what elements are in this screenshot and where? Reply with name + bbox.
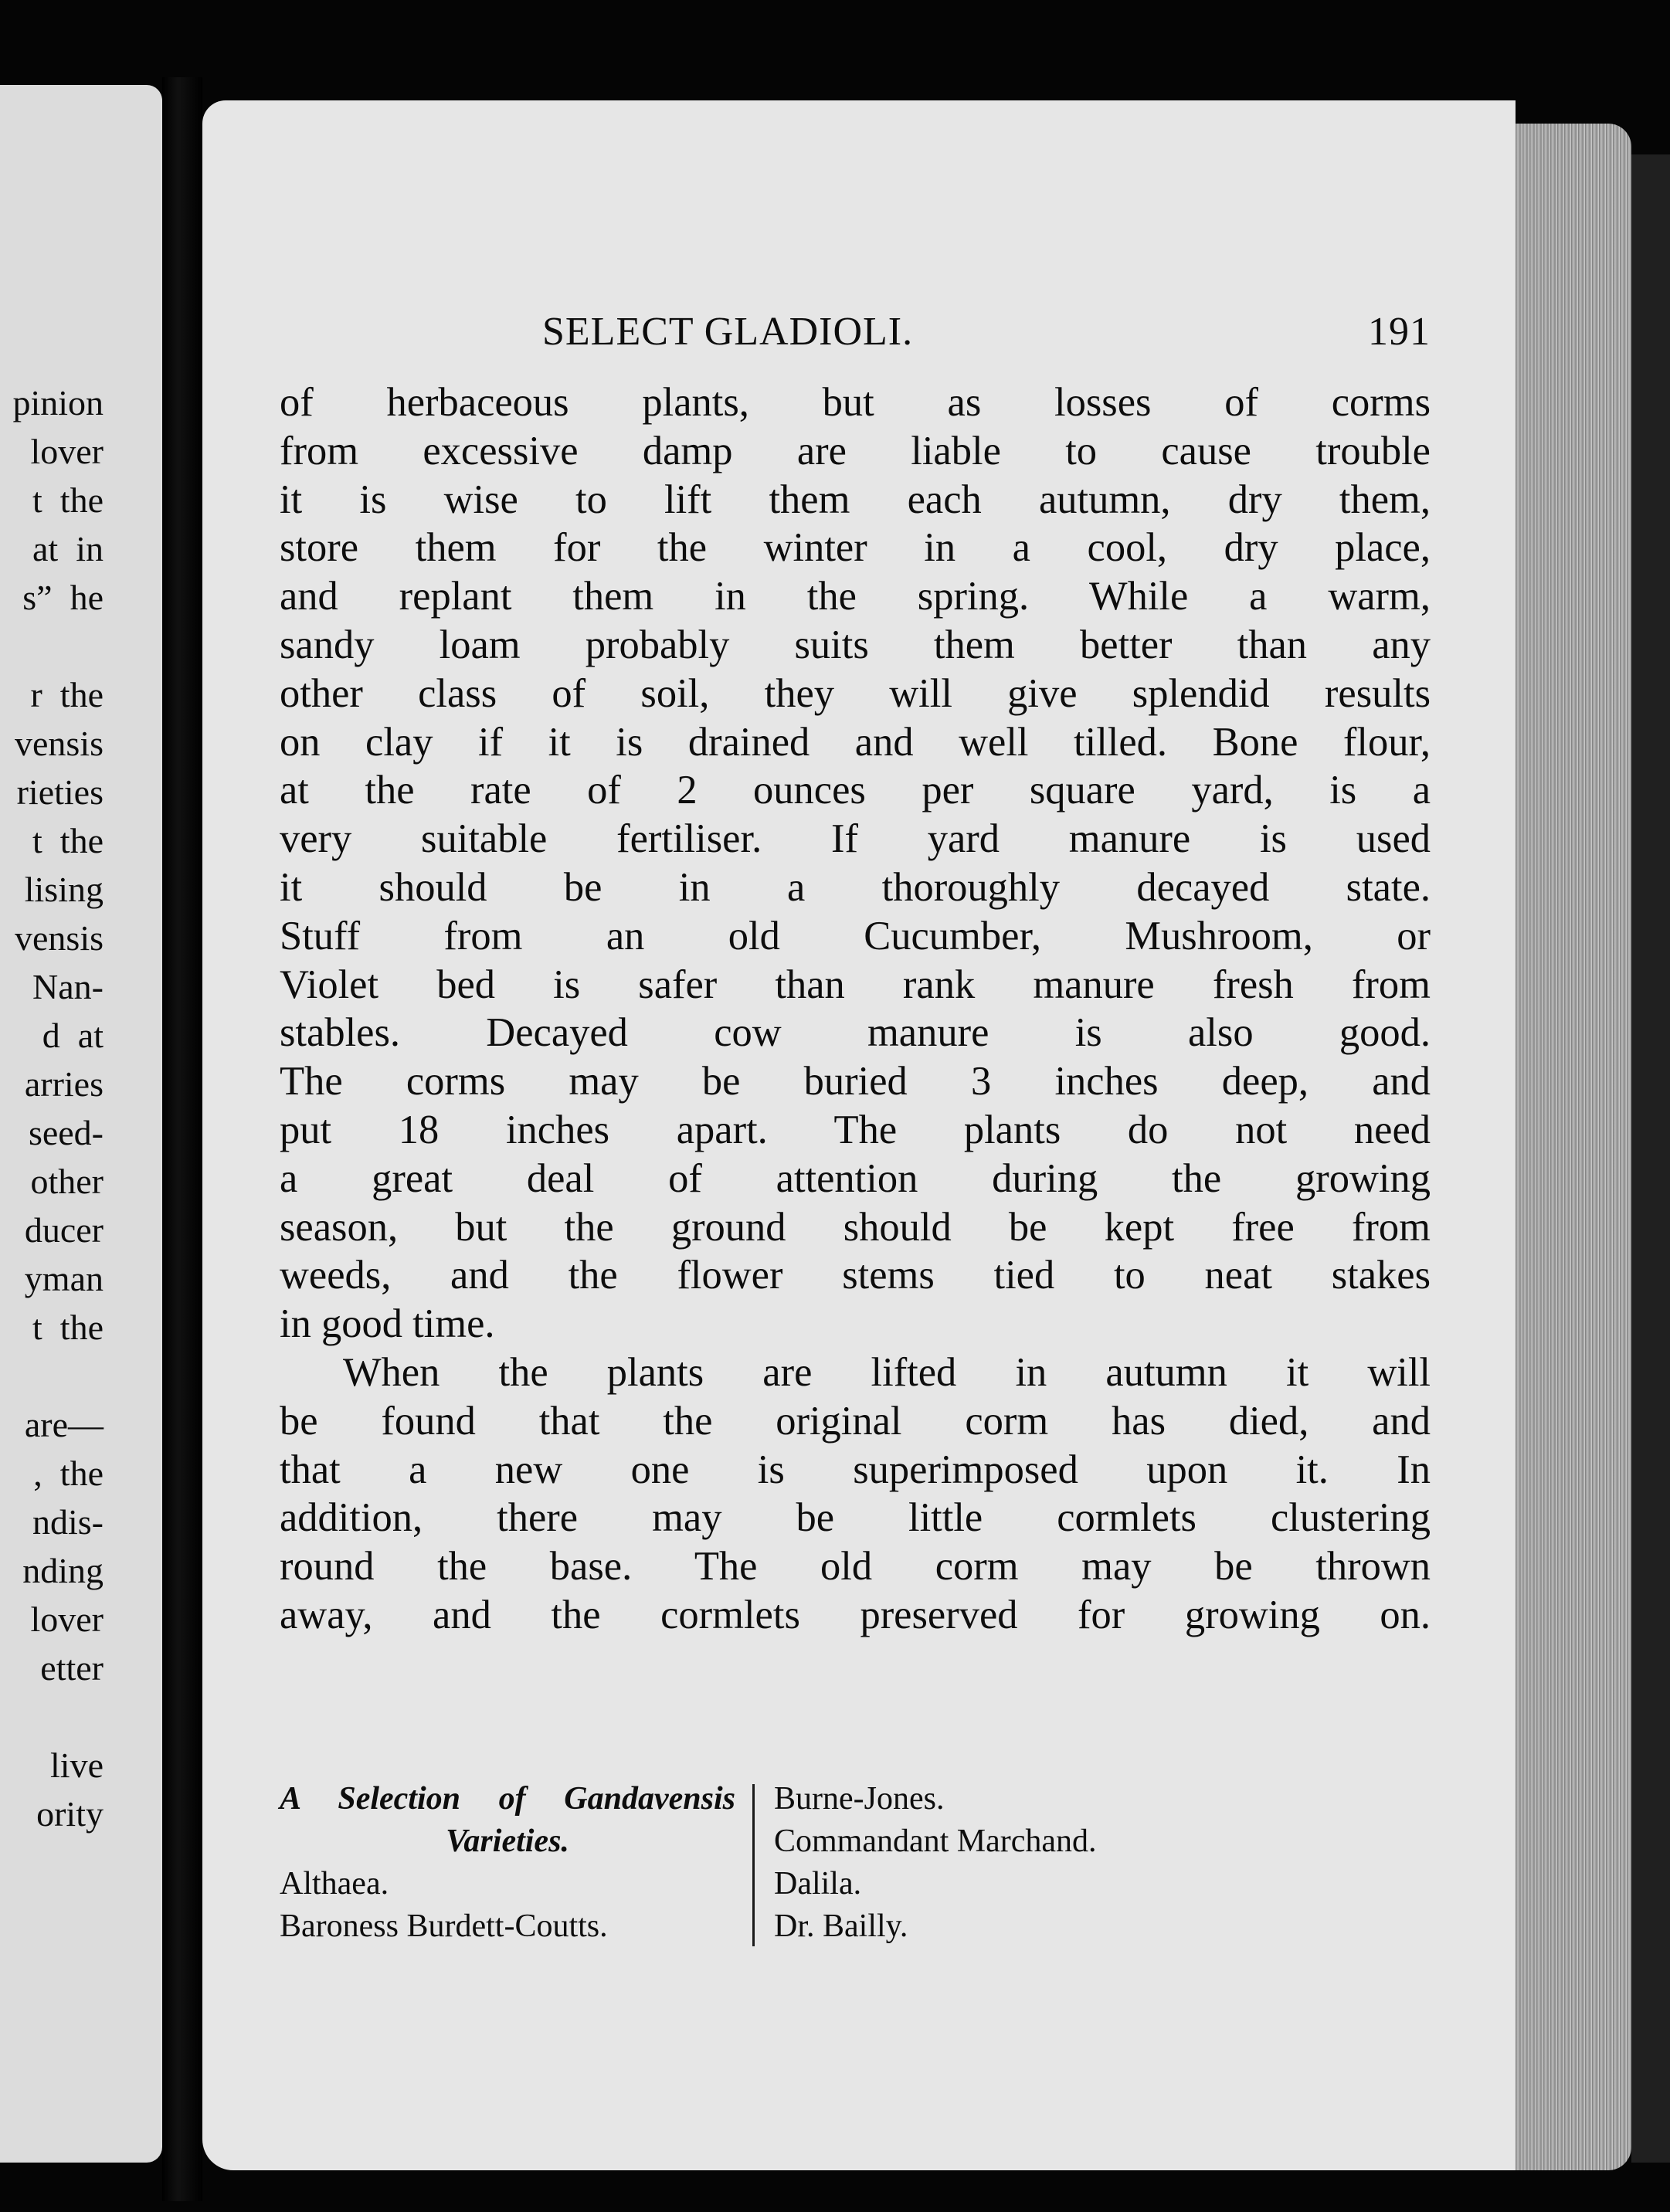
text-line: it is wise to lift them each autumn, dry them, [280, 477, 1431, 522]
left-page-fragment: lover [30, 1600, 104, 1639]
body-text [280, 378, 1431, 1640]
left-page-fragment: rieties [16, 772, 104, 812]
page-edges [1516, 124, 1631, 2170]
text-line: at the rate of 2 ounces per square yard, is a [280, 768, 1431, 813]
left-page-fragment: vensis [15, 918, 104, 958]
varieties-list-right-column [774, 1778, 1299, 1948]
left-page-fragment: are— [24, 1405, 104, 1444]
text-line: stables. Decayed cow manure is also good. [280, 1010, 1431, 1056]
text-line: The corms may be buried 3 inches deep, and [280, 1059, 1431, 1104]
list-item: Burne-Jones. [774, 1781, 945, 1817]
text-line: it should be in a thoroughly decayed state. [280, 864, 1431, 910]
text-line: a great deal of attention during the growing [280, 1155, 1431, 1201]
left-page-fragment: seed- [28, 1113, 104, 1152]
text-line: round the base. The old corm may be thrown [280, 1544, 1431, 1589]
left-page-text-fragments [12, 378, 104, 1838]
left-page-fragment: pinion [12, 383, 104, 422]
varieties-heading-line: Varieties. [446, 1824, 569, 1859]
text-line: from excessive damp are liable to cause trouble [280, 428, 1431, 473]
text-line: store them for the winter in a cool, dry place, [280, 525, 1431, 571]
page-number: 191 [1368, 310, 1431, 354]
book-gutter [162, 77, 202, 2201]
left-page-fragment: s” he [22, 578, 104, 617]
left-page-fragment: r the [30, 675, 104, 714]
text-line: away, and the cormlets preserved for growing on. [280, 1592, 1431, 1637]
text-line: sandy loam probably suits them better than any [280, 622, 1431, 667]
varieties-list-left-column [280, 1778, 735, 1948]
text-line: that a new one is superimposed upon it. In [280, 1447, 1431, 1492]
left-page-fragment: vensis [15, 724, 104, 763]
text-line: and replant them in the spring. While a warm, [280, 574, 1431, 619]
text-line: very suitable fertiliser. If yard manure is used [280, 816, 1431, 862]
book-cover-edge [1631, 154, 1670, 2163]
left-page-fragment: live [50, 1746, 104, 1785]
varieties-heading-line: A Selection of Gandavensis [280, 1781, 735, 1817]
left-page-fragment: Nan- [32, 967, 104, 1006]
left-page-fragment [12, 1352, 104, 1400]
text-line: be found that the original corm has died, and [280, 1398, 1431, 1444]
text-line: on clay if it is drained and well tilled. Bone flour, [280, 719, 1431, 765]
column-divider [752, 1784, 755, 1946]
left-page-fragment: t the [32, 821, 104, 860]
left-page-fragment: lising [24, 870, 104, 909]
left-page-fragment: , the [33, 1454, 104, 1493]
text-line: addition, there may be little cormlets clustering [280, 1495, 1431, 1541]
text-line: season, but the ground should be kept free from [280, 1204, 1431, 1250]
list-item: Althaea. [280, 1866, 389, 1902]
left-page-fragment: other [30, 1162, 104, 1201]
left-page-fragment: at in [32, 529, 104, 568]
left-page-fragment: yman [24, 1259, 104, 1298]
left-page-fragment: d at [42, 1016, 104, 1055]
running-title: SELECT GLADIOLI. [542, 310, 914, 354]
left-page-fragment: ndis- [32, 1502, 104, 1542]
list-item: Dalila. [774, 1866, 862, 1902]
list-item: Baroness Burdett-Coutts. [280, 1908, 608, 1944]
left-page-fragment: t the [32, 480, 104, 520]
text-line: Violet bed is safer than rank manure fresh from [280, 962, 1431, 1007]
left-page-fragment: arries [24, 1064, 104, 1104]
list-item: Commandant Marchand. [774, 1824, 1097, 1859]
left-page-fragment: ority [36, 1794, 104, 1834]
left-page-fragment [12, 622, 104, 670]
varieties-list-heading [280, 1778, 735, 1863]
text-line: in good time. [280, 1301, 495, 1347]
left-page-fragment: nding [22, 1551, 104, 1590]
left-page-fragment: lover [30, 432, 104, 471]
list-item: Dr. Bailly. [774, 1908, 908, 1944]
text-line: weeds, and the flower stems tied to neat stakes [280, 1253, 1431, 1298]
left-page-fragment: etter [40, 1648, 104, 1688]
book-page [202, 100, 1516, 2170]
left-page-fragment: ducer [24, 1210, 104, 1250]
text-line: put 18 inches apart. The plants do not need [280, 1107, 1431, 1152]
text-line: Stuff from an old Cucumber, Mushroom, or [280, 913, 1431, 958]
text-line: other class of soil, they will give splendid results [280, 670, 1431, 716]
text-line: When the plants are lifted in autumn it will [343, 1349, 1431, 1395]
left-page-fragment: t the [32, 1308, 104, 1347]
left-facing-page [0, 85, 162, 2163]
left-page-fragment [12, 1692, 104, 1741]
text-line: of herbaceous plants, but as losses of corms [280, 380, 1431, 425]
